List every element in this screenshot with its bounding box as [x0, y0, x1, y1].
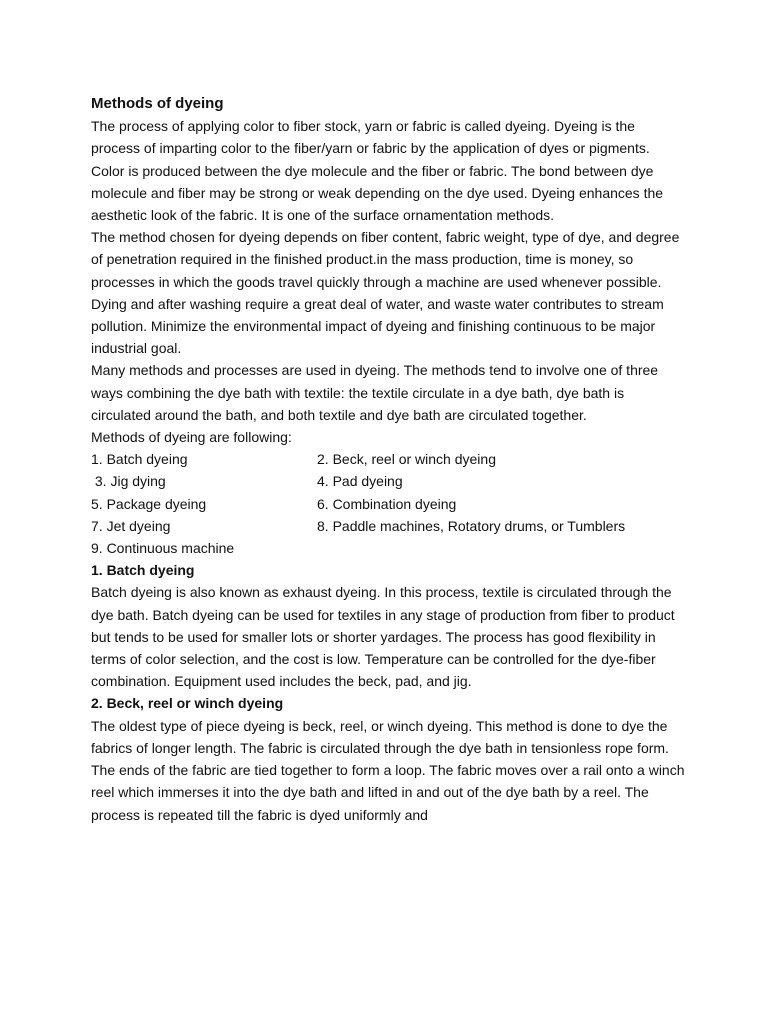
method-item: 5. Package dyeing	[91, 495, 207, 512]
winch-dyeing-paragraph: The oldest type of piece dyeing is beck, reel, or winch dyeing. This method is done to dye the fabrics of longer length. The fabric is circulated through the dye bath in tensionless rope form. The ends of the fabric are tied together to form a loop. The fabric moves over a rail onto a winch reel which immerses it into the dye bath and lifted in and out of the dye bath by a reel. The process is repeated till the fabric is dyed uniformly and	[91, 717, 685, 823]
methods-list-row	[91, 537, 685, 559]
method-item: 6. Combination dyeing	[317, 495, 457, 512]
methods-list	[91, 448, 685, 559]
method-item: 9. Continuous machine	[91, 540, 235, 557]
method-item	[317, 537, 685, 559]
methods-overview-paragraph: Many methods and processes are used in dyeing. The methods tend to involve one of three ways combining the dye bath with textile: the textile circulate in a dye bath, dye bath is circulated around the bath, and both textile and dye bath are circulated together.	[91, 362, 659, 423]
methods-list-row	[91, 448, 685, 470]
methods-list-row	[91, 515, 685, 537]
methods-list-row	[91, 493, 685, 515]
document-body	[91, 93, 685, 826]
method-item: 2. Beck, reel or winch dyeing	[317, 451, 496, 468]
intro-paragraph: The process of applying color to fiber stock, yarn or fabric is called dyeing. Dyeing is the process of imparting color to the fiber/yarn or fabric by the application of dyes or pigments. Color is produced between the dye molecule and the fiber or fabric. The bond between dye molecule and fiber may be strong or weak depending on the dye used. Dyeing enhances the aesthetic look of the fabric. It is one of the surface ornamentation methods.	[91, 118, 664, 224]
batch-dyeing-heading: 1. Batch dyeing	[91, 562, 195, 579]
methods-list-row	[91, 470, 685, 492]
method-item: 4. Pad dyeing	[317, 473, 403, 490]
method-item: 3. Jig dying	[91, 473, 166, 490]
methods-list-intro: Methods of dyeing are following:	[91, 429, 292, 446]
document-title: Methods of dyeing	[91, 95, 224, 112]
method-item: 1. Batch dyeing	[91, 451, 188, 468]
method-item: 7. Jet dyeing	[91, 517, 171, 534]
winch-dyeing-heading: 2. Beck, reel or winch dyeing	[91, 695, 284, 712]
batch-dyeing-paragraph: Batch dyeing is also known as exhaust dyeing. In this process, textile is circulated through the dye bath. Batch dyeing can be used for textiles in any stage of production from fiber to product but tends to be used for smaller lots or shorter yardages. The process has good flexibility in terms of color selection, and the cost is low. Temperature can be controlled for the dye-fiber combination. Equipment used includes the beck, pad, and jig.	[91, 584, 675, 690]
method-item: 8. Paddle machines, Rotatory drums, or Tumblers	[317, 517, 626, 534]
method-choice-paragraph: The method chosen for dyeing depends on fiber content, fabric weight, type of dye, and degree of penetration required in the finished product.in the mass production, time is money, so processes in which the goods travel quickly through a machine are used whenever possible. Dying and after washing require a great deal of water, and waste water contributes to stream pollution. Minimize the environmental impact of dyeing and finishing continuous to be major industrial goal.	[91, 229, 680, 357]
